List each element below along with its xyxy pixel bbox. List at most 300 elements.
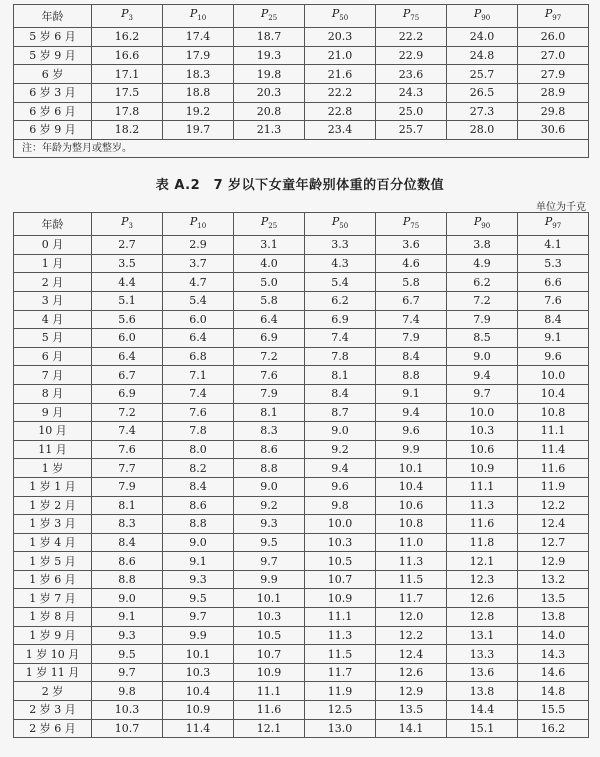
age-header: 年龄 — [14, 5, 92, 28]
percentile-subscript: 50 — [339, 14, 349, 23]
value-cell: 21.0 — [305, 46, 376, 65]
value-cell: 8.4 — [305, 384, 376, 403]
table-row — [14, 533, 589, 552]
percentile-header-p3 — [92, 5, 163, 28]
value-cell: 9.1 — [163, 552, 234, 571]
value-cell: 11.6 — [447, 515, 518, 534]
value-cell: 24.0 — [447, 28, 518, 47]
value-cell: 10.0 — [305, 515, 376, 534]
value-cell: 15.5 — [518, 701, 589, 720]
age-cell: 6 岁 6 月 — [14, 102, 92, 121]
value-cell: 9.7 — [163, 608, 234, 627]
note-row — [14, 139, 589, 158]
value-cell: 27.9 — [518, 65, 589, 84]
percentile-header-p25 — [234, 213, 305, 236]
percentile-subscript: 25 — [268, 14, 278, 23]
value-cell: 16.6 — [92, 46, 163, 65]
value-cell: 6.7 — [92, 366, 163, 385]
value-cell: 8.1 — [92, 496, 163, 515]
value-cell: 5.1 — [92, 291, 163, 310]
percentile-subscript: 3 — [128, 14, 133, 23]
value-cell: 11.3 — [376, 552, 447, 571]
value-cell: 6.7 — [376, 291, 447, 310]
table-row — [14, 626, 589, 645]
percentile-header-p97 — [518, 213, 589, 236]
value-cell: 13.8 — [447, 682, 518, 701]
percentile-header-p50 — [305, 213, 376, 236]
value-cell: 13.8 — [518, 608, 589, 627]
value-cell: 7.6 — [518, 291, 589, 310]
value-cell: 7.4 — [92, 422, 163, 441]
value-cell: 4.9 — [447, 254, 518, 273]
table-row — [14, 719, 589, 738]
age-cell: 6 岁 3 月 — [14, 83, 92, 102]
value-cell: 12.4 — [518, 515, 589, 534]
value-cell: 10.1 — [376, 459, 447, 478]
value-cell: 9.0 — [163, 533, 234, 552]
value-cell: 22.2 — [376, 28, 447, 47]
percentile-header-p90 — [447, 5, 518, 28]
value-cell: 13.6 — [447, 663, 518, 682]
age-cell: 6 月 — [14, 347, 92, 366]
value-cell: 9.7 — [92, 663, 163, 682]
value-cell: 10.1 — [163, 645, 234, 664]
value-cell: 12.9 — [376, 682, 447, 701]
value-cell: 13.5 — [376, 701, 447, 720]
value-cell: 9.9 — [234, 570, 305, 589]
value-cell: 10.7 — [234, 645, 305, 664]
value-cell: 11.5 — [305, 645, 376, 664]
value-cell: 17.1 — [92, 65, 163, 84]
age-cell: 1 岁 8 月 — [14, 608, 92, 627]
value-cell: 8.6 — [163, 496, 234, 515]
value-cell: 8.1 — [305, 366, 376, 385]
unit-label: 单位为千克 — [536, 202, 586, 213]
age-cell: 1 岁 2 月 — [14, 496, 92, 515]
table-row — [14, 254, 589, 273]
table-row — [14, 310, 589, 329]
value-cell: 5.3 — [518, 254, 589, 273]
value-cell: 6.8 — [163, 347, 234, 366]
age-cell: 0 月 — [14, 236, 92, 255]
value-cell: 6.4 — [92, 347, 163, 366]
value-cell: 28.0 — [447, 121, 518, 140]
value-cell: 9.7 — [447, 384, 518, 403]
value-cell: 10.0 — [518, 366, 589, 385]
value-cell: 25.7 — [447, 65, 518, 84]
value-cell: 26.0 — [518, 28, 589, 47]
value-cell: 7.4 — [305, 329, 376, 348]
value-cell: 12.3 — [447, 570, 518, 589]
value-cell: 8.8 — [92, 570, 163, 589]
table-row — [14, 701, 589, 720]
percentile-subscript: 90 — [481, 222, 491, 231]
value-cell: 10.3 — [447, 422, 518, 441]
value-cell: 8.4 — [92, 533, 163, 552]
value-cell: 13.3 — [447, 645, 518, 664]
value-cell: 12.6 — [447, 589, 518, 608]
value-cell: 23.6 — [376, 65, 447, 84]
value-cell: 5.8 — [234, 291, 305, 310]
value-cell: 4.3 — [305, 254, 376, 273]
age-cell: 5 月 — [14, 329, 92, 348]
age-cell: 1 岁 5 月 — [14, 552, 92, 571]
value-cell: 7.7 — [92, 459, 163, 478]
value-cell: 22.8 — [305, 102, 376, 121]
percentile-symbol: P — [260, 215, 269, 228]
value-cell: 3.5 — [92, 254, 163, 273]
table-row — [14, 403, 589, 422]
age-cell: 1 岁 7 月 — [14, 589, 92, 608]
value-cell: 10.4 — [163, 682, 234, 701]
value-cell: 9.4 — [376, 403, 447, 422]
value-cell: 7.4 — [163, 384, 234, 403]
value-cell: 18.8 — [163, 83, 234, 102]
table-row — [14, 422, 589, 441]
value-cell: 8.3 — [92, 515, 163, 534]
value-cell: 8.8 — [163, 515, 234, 534]
value-cell: 6.9 — [234, 329, 305, 348]
table-row — [14, 102, 589, 121]
value-cell: 23.4 — [305, 121, 376, 140]
table-row — [14, 329, 589, 348]
value-cell: 11.6 — [234, 701, 305, 720]
percentile-header-p75 — [376, 213, 447, 236]
age-cell: 1 岁 3 月 — [14, 515, 92, 534]
percentile-header-p10 — [163, 213, 234, 236]
value-cell: 10.3 — [305, 533, 376, 552]
value-cell: 7.6 — [163, 403, 234, 422]
value-cell: 13.0 — [305, 719, 376, 738]
value-cell: 9.0 — [447, 347, 518, 366]
value-cell: 10.3 — [163, 663, 234, 682]
percentile-header-p75 — [376, 5, 447, 28]
value-cell: 20.8 — [234, 102, 305, 121]
value-cell: 13.5 — [518, 589, 589, 608]
value-cell: 8.8 — [234, 459, 305, 478]
percentile-symbol: P — [260, 7, 269, 20]
percentile-symbol: P — [473, 215, 482, 228]
value-cell: 5.4 — [163, 291, 234, 310]
percentile-header-p90 — [447, 213, 518, 236]
value-cell: 10.8 — [518, 403, 589, 422]
age-cell: 1 岁 — [14, 459, 92, 478]
percentile-header-p10 — [163, 5, 234, 28]
table-row — [14, 291, 589, 310]
value-cell: 4.4 — [92, 273, 163, 292]
value-cell: 4.0 — [234, 254, 305, 273]
table-row — [14, 236, 589, 255]
value-cell: 7.4 — [376, 310, 447, 329]
value-cell: 6.9 — [305, 310, 376, 329]
value-cell: 13.2 — [518, 570, 589, 589]
value-cell: 11.5 — [376, 570, 447, 589]
header-row — [14, 5, 589, 28]
value-cell: 12.4 — [376, 645, 447, 664]
age-header: 年龄 — [14, 213, 92, 236]
value-cell: 10.5 — [305, 552, 376, 571]
value-cell: 11.1 — [234, 682, 305, 701]
value-cell: 9.9 — [163, 626, 234, 645]
value-cell: 7.9 — [234, 384, 305, 403]
percentile-subscript: 75 — [410, 222, 420, 231]
value-cell: 8.1 — [234, 403, 305, 422]
percentile-subscript: 75 — [410, 14, 420, 23]
value-cell: 10.6 — [447, 440, 518, 459]
table-row — [14, 663, 589, 682]
value-cell: 11.8 — [447, 533, 518, 552]
value-cell: 9.6 — [305, 477, 376, 496]
value-cell: 12.2 — [518, 496, 589, 515]
value-cell: 16.2 — [518, 719, 589, 738]
percentile-subscript: 10 — [197, 14, 207, 23]
value-cell: 5.8 — [376, 273, 447, 292]
value-cell: 6.0 — [163, 310, 234, 329]
value-cell: 21.6 — [305, 65, 376, 84]
value-cell: 6.6 — [518, 273, 589, 292]
age-cell: 1 月 — [14, 254, 92, 273]
value-cell: 11.7 — [376, 589, 447, 608]
value-cell: 7.8 — [163, 422, 234, 441]
value-cell: 11.4 — [163, 719, 234, 738]
value-cell: 9.1 — [376, 384, 447, 403]
value-cell: 9.3 — [163, 570, 234, 589]
value-cell: 7.6 — [234, 366, 305, 385]
value-cell: 26.5 — [447, 83, 518, 102]
value-cell: 13.1 — [447, 626, 518, 645]
value-cell: 11.1 — [447, 477, 518, 496]
percentile-subscript: 97 — [552, 222, 562, 231]
value-cell: 11.6 — [518, 459, 589, 478]
value-cell: 14.4 — [447, 701, 518, 720]
value-cell: 25.0 — [376, 102, 447, 121]
value-cell: 8.4 — [163, 477, 234, 496]
value-cell: 24.3 — [376, 83, 447, 102]
table-row — [14, 28, 589, 47]
percentile-symbol: P — [189, 7, 198, 20]
value-cell: 10.1 — [234, 589, 305, 608]
value-cell: 9.4 — [447, 366, 518, 385]
age-cell: 8 月 — [14, 384, 92, 403]
value-cell: 19.7 — [163, 121, 234, 140]
value-cell: 28.9 — [518, 83, 589, 102]
value-cell: 9.2 — [305, 440, 376, 459]
table-row — [14, 608, 589, 627]
value-cell: 9.9 — [376, 440, 447, 459]
age-cell: 4 月 — [14, 310, 92, 329]
value-cell: 7.6 — [92, 440, 163, 459]
value-cell: 27.0 — [518, 46, 589, 65]
value-cell: 12.6 — [376, 663, 447, 682]
table-row — [14, 570, 589, 589]
value-cell: 12.9 — [518, 552, 589, 571]
age-cell: 7 月 — [14, 366, 92, 385]
value-cell: 19.3 — [234, 46, 305, 65]
value-cell: 17.4 — [163, 28, 234, 47]
value-cell: 22.2 — [305, 83, 376, 102]
value-cell: 14.8 — [518, 682, 589, 701]
value-cell: 9.5 — [92, 645, 163, 664]
age-cell: 5 岁 6 月 — [14, 28, 92, 47]
value-cell: 18.7 — [234, 28, 305, 47]
value-cell: 11.1 — [305, 608, 376, 627]
value-cell: 9.2 — [234, 496, 305, 515]
value-cell: 3.6 — [376, 236, 447, 255]
value-cell: 7.2 — [447, 291, 518, 310]
table-row — [14, 121, 589, 140]
percentile-symbol: P — [402, 7, 411, 20]
percentile-subscript: 10 — [197, 222, 207, 231]
value-cell: 7.8 — [305, 347, 376, 366]
value-cell: 10.7 — [305, 570, 376, 589]
value-cell: 8.6 — [92, 552, 163, 571]
value-cell: 9.3 — [234, 515, 305, 534]
value-cell: 8.3 — [234, 422, 305, 441]
value-cell: 5.4 — [305, 273, 376, 292]
table-note: 注：年龄为整月或整岁。 — [14, 139, 589, 158]
value-cell: 14.0 — [518, 626, 589, 645]
value-cell: 9.0 — [92, 589, 163, 608]
value-cell: 30.6 — [518, 121, 589, 140]
value-cell: 9.6 — [518, 347, 589, 366]
value-cell: 12.1 — [447, 552, 518, 571]
percentile-subscript: 90 — [481, 14, 491, 23]
value-cell: 24.8 — [447, 46, 518, 65]
value-cell: 11.1 — [518, 422, 589, 441]
value-cell: 16.2 — [92, 28, 163, 47]
value-cell: 11.4 — [518, 440, 589, 459]
weight-table-continued — [13, 4, 589, 158]
table-row — [14, 83, 589, 102]
value-cell: 9.1 — [518, 329, 589, 348]
value-cell: 10.4 — [518, 384, 589, 403]
percentile-symbol: P — [121, 215, 129, 228]
age-cell: 11 月 — [14, 440, 92, 459]
value-cell: 22.9 — [376, 46, 447, 65]
value-cell: 10.3 — [92, 701, 163, 720]
value-cell: 9.1 — [92, 608, 163, 627]
value-cell: 7.2 — [234, 347, 305, 366]
age-cell: 2 岁 — [14, 682, 92, 701]
value-cell: 11.9 — [305, 682, 376, 701]
value-cell: 11.9 — [518, 477, 589, 496]
value-cell: 9.4 — [305, 459, 376, 478]
header-row — [14, 213, 589, 236]
value-cell: 7.9 — [92, 477, 163, 496]
value-cell: 10.8 — [376, 515, 447, 534]
table-row — [14, 496, 589, 515]
value-cell: 10.4 — [376, 477, 447, 496]
value-cell: 6.2 — [447, 273, 518, 292]
percentile-subscript: 50 — [339, 222, 349, 231]
value-cell: 18.2 — [92, 121, 163, 140]
age-cell: 2 岁 6 月 — [14, 719, 92, 738]
age-cell: 1 岁 4 月 — [14, 533, 92, 552]
value-cell: 11.7 — [305, 663, 376, 682]
value-cell: 12.1 — [234, 719, 305, 738]
value-cell: 9.5 — [163, 589, 234, 608]
value-cell: 15.1 — [447, 719, 518, 738]
value-cell: 11.3 — [447, 496, 518, 515]
value-cell: 10.7 — [92, 719, 163, 738]
percentile-symbol: P — [331, 7, 340, 20]
value-cell: 3.3 — [305, 236, 376, 255]
value-cell: 8.0 — [163, 440, 234, 459]
value-cell: 7.9 — [447, 310, 518, 329]
table-row — [14, 515, 589, 534]
value-cell: 6.9 — [92, 384, 163, 403]
value-cell: 6.4 — [163, 329, 234, 348]
value-cell: 3.1 — [234, 236, 305, 255]
age-cell: 1 岁 11 月 — [14, 663, 92, 682]
value-cell: 18.3 — [163, 65, 234, 84]
age-cell: 2 岁 3 月 — [14, 701, 92, 720]
value-cell: 8.5 — [447, 329, 518, 348]
percentile-header-p3 — [92, 213, 163, 236]
percentile-symbol: P — [473, 7, 482, 20]
value-cell: 10.5 — [234, 626, 305, 645]
table-row — [14, 477, 589, 496]
value-cell: 27.3 — [447, 102, 518, 121]
age-cell: 9 月 — [14, 403, 92, 422]
table-row — [14, 645, 589, 664]
value-cell: 19.8 — [234, 65, 305, 84]
age-cell: 2 月 — [14, 273, 92, 292]
percentile-symbol: P — [544, 215, 553, 228]
value-cell: 2.9 — [163, 236, 234, 255]
age-cell: 3 月 — [14, 291, 92, 310]
value-cell: 8.8 — [376, 366, 447, 385]
value-cell: 7.2 — [92, 403, 163, 422]
value-cell: 20.3 — [305, 28, 376, 47]
value-cell: 17.8 — [92, 102, 163, 121]
percentile-symbol: P — [121, 7, 129, 20]
value-cell: 4.1 — [518, 236, 589, 255]
value-cell: 10.9 — [447, 459, 518, 478]
value-cell: 14.1 — [376, 719, 447, 738]
value-cell: 17.9 — [163, 46, 234, 65]
value-cell: 8.6 — [234, 440, 305, 459]
value-cell: 5.6 — [92, 310, 163, 329]
percentile-header-p50 — [305, 5, 376, 28]
table-row — [14, 65, 589, 84]
value-cell: 12.7 — [518, 533, 589, 552]
age-cell: 6 岁 9 月 — [14, 121, 92, 140]
table-row — [14, 347, 589, 366]
value-cell: 7.9 — [376, 329, 447, 348]
value-cell: 17.5 — [92, 83, 163, 102]
value-cell: 8.7 — [305, 403, 376, 422]
percentile-header-p25 — [234, 5, 305, 28]
value-cell: 7.1 — [163, 366, 234, 385]
value-cell: 2.7 — [92, 236, 163, 255]
table-caption: 表 A.2 7 岁以下女童年龄别体重的百分位数值 — [155, 178, 445, 193]
value-cell: 29.8 — [518, 102, 589, 121]
girls-weight-percentile-table — [13, 212, 589, 738]
value-cell: 9.7 — [234, 552, 305, 571]
value-cell: 10.3 — [234, 608, 305, 627]
percentile-subscript: 97 — [552, 14, 562, 23]
percentile-subscript: 3 — [128, 222, 133, 231]
table-row — [14, 46, 589, 65]
table-row — [14, 682, 589, 701]
value-cell: 14.6 — [518, 663, 589, 682]
age-cell: 10 月 — [14, 422, 92, 441]
value-cell: 9.6 — [376, 422, 447, 441]
table-row — [14, 552, 589, 571]
table-row — [14, 440, 589, 459]
value-cell: 12.2 — [376, 626, 447, 645]
